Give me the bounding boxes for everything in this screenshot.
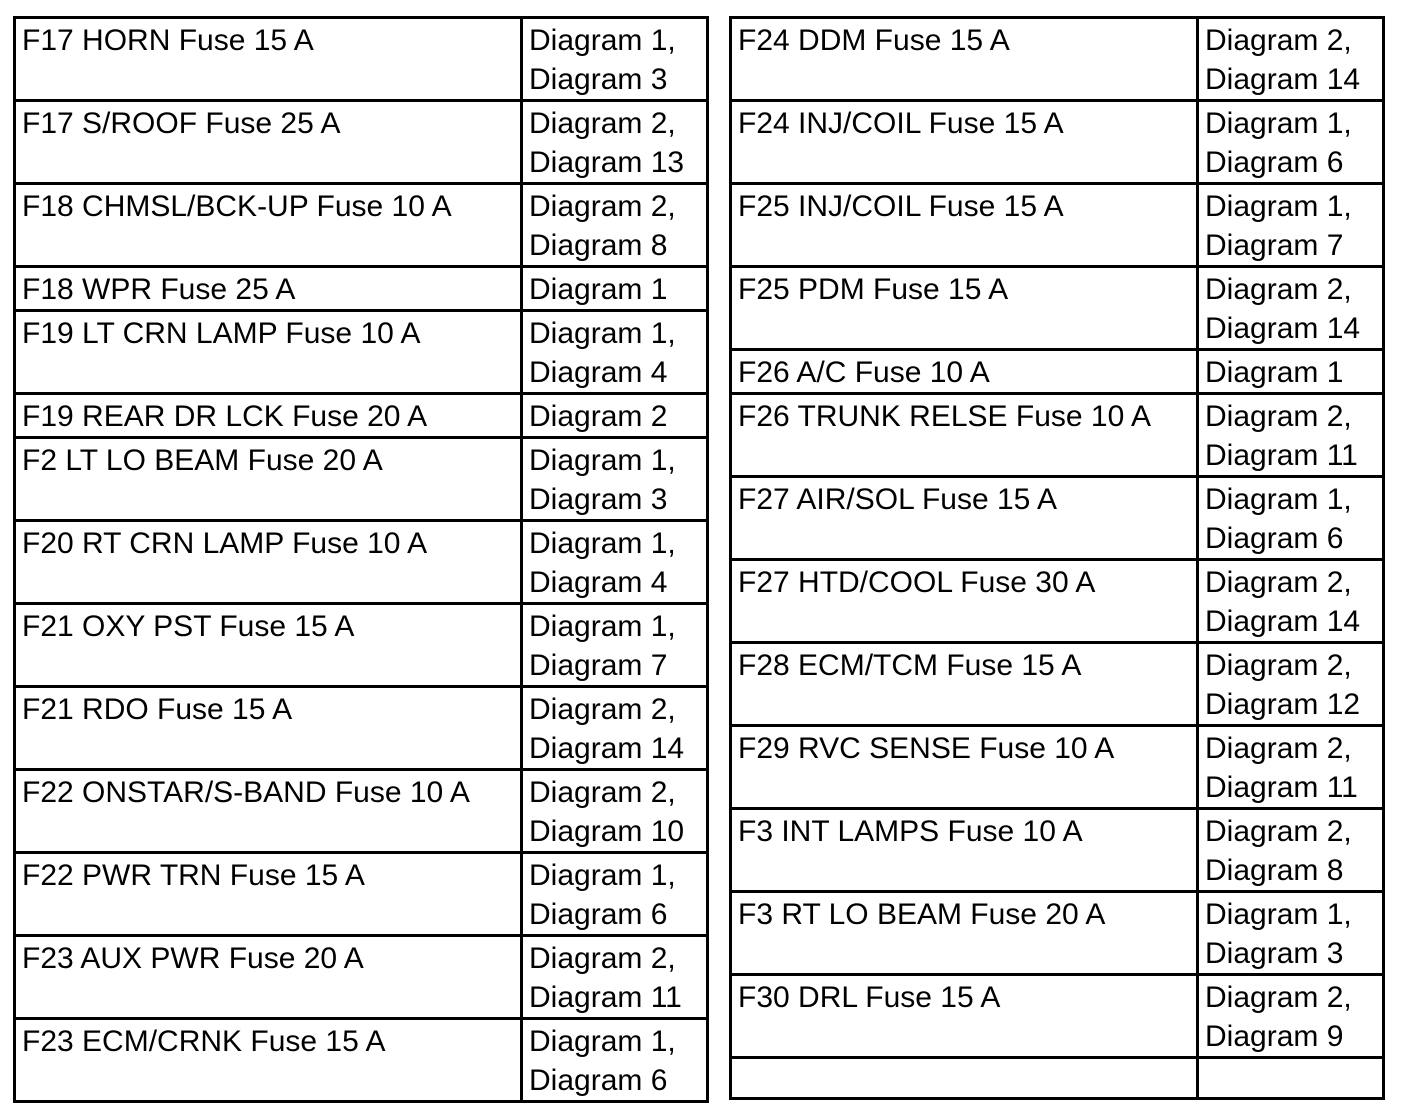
table-row (15, 853, 708, 936)
diagram-cell: Diagram 2, Diagram 11 (1198, 394, 1384, 477)
fuse-cell: F20 RT CRN LAMP Fuse 10 A (22, 527, 428, 560)
diagram-cell: Diagram 2, Diagram 14 (1198, 560, 1384, 643)
diagram-cell: Diagram 2, Diagram 8 (1198, 809, 1384, 892)
table-row (731, 101, 1384, 184)
table-row (731, 477, 1384, 560)
fuse-cell: F21 OXY PST Fuse 15 A (22, 610, 355, 643)
fuse-cell: F19 REAR DR LCK Fuse 20 A (22, 400, 428, 433)
fuse-cell: F3 RT LO BEAM Fuse 20 A (738, 898, 1106, 931)
fuse-cell: F26 TRUNK RELSE Fuse 10 A (738, 400, 1151, 433)
diagram-cell: Diagram 1, Diagram 6 (1198, 101, 1384, 184)
fuse-cell: F22 ONSTAR/S-BAND Fuse 10 A (22, 776, 470, 809)
fuse-table-left (13, 16, 709, 1103)
diagram-cell: Diagram 1, Diagram 6 (522, 1019, 708, 1102)
table-row (15, 936, 708, 1019)
table-row (731, 726, 1384, 809)
fuse-cell: F21 RDO Fuse 15 A (22, 693, 293, 726)
fuse-cell: F30 DRL Fuse 15 A (738, 981, 1001, 1014)
diagram-cell: Diagram 1, Diagram 7 (1198, 184, 1384, 267)
table-row (731, 560, 1384, 643)
table-row (15, 687, 708, 770)
diagram-cell: Diagram 1, Diagram 3 (522, 18, 708, 101)
table-row (731, 184, 1384, 267)
diagram-cell: Diagram 2, Diagram 11 (522, 936, 708, 1019)
table-row (15, 394, 708, 438)
diagram-cell: Diagram 2, Diagram 11 (1198, 726, 1384, 809)
table-row (731, 267, 1384, 350)
diagram-cell (1198, 1058, 1384, 1099)
diagram-cell: Diagram 1, Diagram 3 (522, 438, 708, 521)
diagram-cell: Diagram 2 (522, 394, 708, 438)
fuse-table-right (729, 16, 1385, 1100)
fuse-cell: F27 HTD/COOL Fuse 30 A (738, 566, 1096, 599)
diagram-cell: Diagram 2, Diagram 13 (522, 101, 708, 184)
table-row (731, 643, 1384, 726)
fuse-cell: F24 DDM Fuse 15 A (738, 24, 1010, 57)
table-row (15, 438, 708, 521)
fuse-cell: F18 CHMSL/BCK-UP Fuse 10 A (22, 190, 452, 223)
diagram-cell: Diagram 2, Diagram 8 (522, 184, 708, 267)
diagram-cell: Diagram 1, Diagram 7 (522, 604, 708, 687)
table-row (731, 394, 1384, 477)
diagram-cell: Diagram 1 (522, 267, 708, 311)
fuse-cell: F24 INJ/COIL Fuse 15 A (738, 107, 1064, 140)
fuse-cell: F28 ECM/TCM Fuse 15 A (738, 649, 1082, 682)
diagram-cell: Diagram 2, Diagram 12 (1198, 643, 1384, 726)
fuse-cell: F25 PDM Fuse 15 A (738, 273, 1009, 306)
table-row (731, 18, 1384, 101)
table-row (15, 311, 708, 394)
table-row (15, 267, 708, 311)
table-row (731, 809, 1384, 892)
diagram-cell: Diagram 2, Diagram 9 (1198, 975, 1384, 1058)
table-row (731, 892, 1384, 975)
fuse-cell: F22 PWR TRN Fuse 15 A (22, 859, 365, 892)
fuse-cell: F18 WPR Fuse 25 A (22, 273, 296, 306)
diagram-cell: Diagram 2, Diagram 14 (1198, 267, 1384, 350)
diagram-cell: Diagram 1 (1198, 350, 1384, 394)
table-row-empty (731, 1058, 1384, 1099)
table-row (15, 770, 708, 853)
fuse-cell: F2 LT LO BEAM Fuse 20 A (22, 444, 383, 477)
fuse-cell: F26 A/C Fuse 10 A (738, 356, 990, 389)
diagram-cell: Diagram 1, Diagram 6 (522, 853, 708, 936)
fuse-cell: F17 HORN Fuse 15 A (22, 24, 314, 57)
diagram-cell: Diagram 2, Diagram 14 (1198, 18, 1384, 101)
fuse-cell: F29 RVC SENSE Fuse 10 A (738, 732, 1115, 765)
diagram-cell: Diagram 2, Diagram 14 (522, 687, 708, 770)
diagram-cell: Diagram 1, Diagram 4 (522, 521, 708, 604)
fuse-cell: F3 INT LAMPS Fuse 10 A (738, 815, 1083, 848)
table-row (15, 184, 708, 267)
table-row (731, 350, 1384, 394)
diagram-cell: Diagram 1, Diagram 4 (522, 311, 708, 394)
diagram-cell: Diagram 1, Diagram 6 (1198, 477, 1384, 560)
diagram-cell: Diagram 2, Diagram 10 (522, 770, 708, 853)
table-row (15, 101, 708, 184)
fuse-cell: F23 AUX PWR Fuse 20 A (22, 942, 364, 975)
fuse-cell: F17 S/ROOF Fuse 25 A (22, 107, 341, 140)
table-row (15, 521, 708, 604)
fuse-cell: F19 LT CRN LAMP Fuse 10 A (22, 317, 421, 350)
fuse-cell: F27 AIR/SOL Fuse 15 A (738, 483, 1058, 516)
table-row (15, 604, 708, 687)
fuse-cell: F23 ECM/CRNK Fuse 15 A (22, 1025, 386, 1058)
table-row (15, 18, 708, 101)
table-row (731, 975, 1384, 1058)
fuse-cell: F25 INJ/COIL Fuse 15 A (738, 190, 1064, 223)
fuse-cell (731, 1058, 1198, 1099)
diagram-cell: Diagram 1, Diagram 3 (1198, 892, 1384, 975)
table-row (15, 1019, 708, 1102)
